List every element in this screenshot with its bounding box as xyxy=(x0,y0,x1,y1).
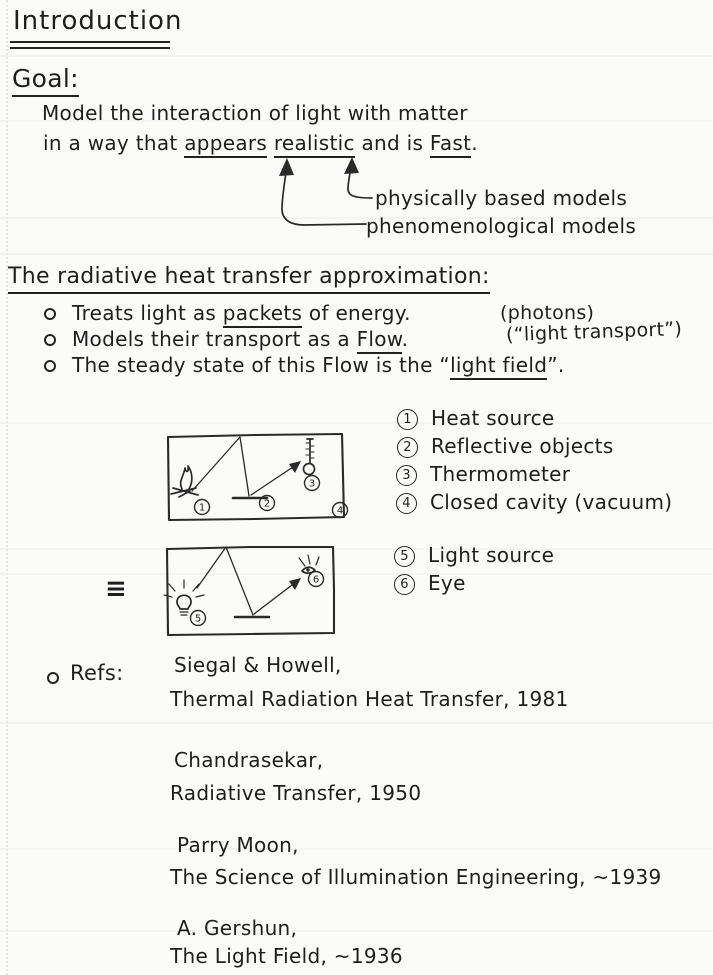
circled-number xyxy=(396,493,417,514)
ref-title: Radiative Transfer, 1950 xyxy=(170,781,422,805)
thermometer-icon xyxy=(304,439,315,475)
bullet-note-photons: (photons) xyxy=(500,302,595,324)
legend-item-light-source xyxy=(394,543,554,567)
goal-line2-pre: in a way that xyxy=(43,131,185,155)
bullet-item-flow xyxy=(44,327,408,351)
ref-author: Siegal & Howell, xyxy=(174,653,342,677)
marker-number: 6 xyxy=(312,574,320,586)
bullet-underlined-word: packets xyxy=(223,301,302,328)
scan-line xyxy=(0,422,713,424)
bullet-icon xyxy=(44,308,56,320)
marker-number: 4 xyxy=(336,505,344,517)
bullet-text xyxy=(72,327,408,351)
legend-item-thermometer xyxy=(396,462,570,486)
goal-line1: Model the interaction of light with matter xyxy=(42,101,468,125)
bullet-pre: The steady state of this Flow is the “ xyxy=(72,353,451,377)
light-bulb-icon xyxy=(164,580,204,615)
bullet-underlined-word: Flow xyxy=(357,327,402,354)
scan-line xyxy=(0,55,713,57)
legend-label: Eye xyxy=(428,571,466,595)
marker-number: 3 xyxy=(308,478,316,490)
goal-line2-mid: and is xyxy=(354,131,430,155)
scan-line xyxy=(0,548,713,550)
legend-number: 2 xyxy=(403,440,412,455)
goal-word-realistic: realistic xyxy=(274,131,355,158)
legend-item-heat-source xyxy=(397,406,555,430)
heat-cavity-diagram xyxy=(155,425,355,525)
ray-to-thermometer xyxy=(251,465,296,495)
refs-heading: Refs: xyxy=(70,661,124,685)
ref-title: The Light Field, ~1936 xyxy=(170,944,403,968)
bullet-post: of energy. xyxy=(302,301,411,325)
goal-word-appears: appears xyxy=(184,131,267,158)
arrowhead-appears xyxy=(279,158,294,176)
legend-label: Closed cavity (vacuum) xyxy=(430,490,673,514)
page-margin-line xyxy=(6,0,8,975)
equivalence-symbol: ≡ xyxy=(105,574,127,604)
circled-number xyxy=(396,465,417,486)
page-title: Introduction xyxy=(13,6,183,36)
marker-number: 5 xyxy=(194,613,202,625)
bullet-icon xyxy=(47,672,59,684)
marker-number: 2 xyxy=(263,498,271,510)
goal-heading: Goal: xyxy=(12,64,79,97)
eye-icon xyxy=(299,555,319,573)
bullet-text xyxy=(72,353,565,377)
ref-author: Chandrasekar, xyxy=(174,748,324,772)
legend-item-closed-cavity xyxy=(396,490,672,514)
scan-line xyxy=(0,722,713,724)
title-double-underline xyxy=(10,41,170,49)
scan-line xyxy=(0,848,713,850)
bullet-pre: Treats light as xyxy=(72,301,223,325)
annotation-phenomenological: phenomenological models xyxy=(366,214,637,238)
legend-label: Reflective objects xyxy=(431,434,614,458)
ref-author: Parry Moon, xyxy=(177,833,299,857)
ref-title: Thermal Radiation Heat Transfer, 1981 xyxy=(170,687,569,711)
bullet-post: . xyxy=(401,327,409,351)
circled-number xyxy=(397,409,418,430)
legend-number: 4 xyxy=(402,496,411,511)
legend-label: Light source xyxy=(428,543,555,567)
diagram-marker-4 xyxy=(333,503,348,518)
diagram-marker-6 xyxy=(309,572,324,587)
bullet-pre: Models their transport as a xyxy=(72,327,357,351)
bullet-post: ”. xyxy=(547,353,565,377)
circled-number xyxy=(397,437,418,458)
heat-ray xyxy=(192,437,249,496)
approximation-heading: The radiative heat transfer approximation: xyxy=(8,264,490,294)
scan-line xyxy=(0,930,713,932)
diagram-marker-5 xyxy=(191,611,206,626)
legend-item-eye xyxy=(394,571,466,595)
annotation-physically-based: physically based models xyxy=(375,186,628,210)
bullet-item-light-field xyxy=(44,353,565,377)
diagram-marker-2 xyxy=(260,496,275,511)
goal-line2-end: . xyxy=(471,131,478,155)
ray-to-eye xyxy=(254,582,296,614)
circled-number xyxy=(394,546,415,567)
legend-item-reflective-objects xyxy=(397,434,614,458)
bullet-item-packets xyxy=(44,301,411,325)
scan-line xyxy=(0,253,713,255)
ray-arrowhead xyxy=(289,461,301,473)
ray-arrowhead xyxy=(289,578,301,590)
circled-number xyxy=(394,574,415,595)
legend-label: Thermometer xyxy=(430,462,571,486)
ref-author: A. Gershun, xyxy=(177,916,298,940)
legend-label: Heat source xyxy=(431,406,555,430)
goal-word-fast: Fast xyxy=(430,131,471,158)
bullet-text xyxy=(72,301,411,325)
campfire-icon xyxy=(171,466,198,497)
light-cavity-diagram xyxy=(155,540,355,640)
bullet-icon xyxy=(44,334,56,346)
arrowhead-realistic xyxy=(344,157,359,174)
legend-number: 1 xyxy=(403,412,412,427)
bullet-underlined-word: light field xyxy=(450,353,547,380)
bullet-icon xyxy=(44,360,56,372)
diagram-marker-1 xyxy=(195,500,210,515)
ref-title: The Science of Illumination Engineering, ~1939 xyxy=(170,865,662,889)
legend-number: 5 xyxy=(400,549,409,564)
marker-number: 1 xyxy=(198,502,206,514)
legend-number: 6 xyxy=(400,577,409,592)
light-ray xyxy=(197,547,253,615)
bullet-note-light-transport: (“light transport”) xyxy=(505,317,683,347)
legend-number: 3 xyxy=(402,468,411,483)
diagram-marker-3 xyxy=(305,476,320,491)
